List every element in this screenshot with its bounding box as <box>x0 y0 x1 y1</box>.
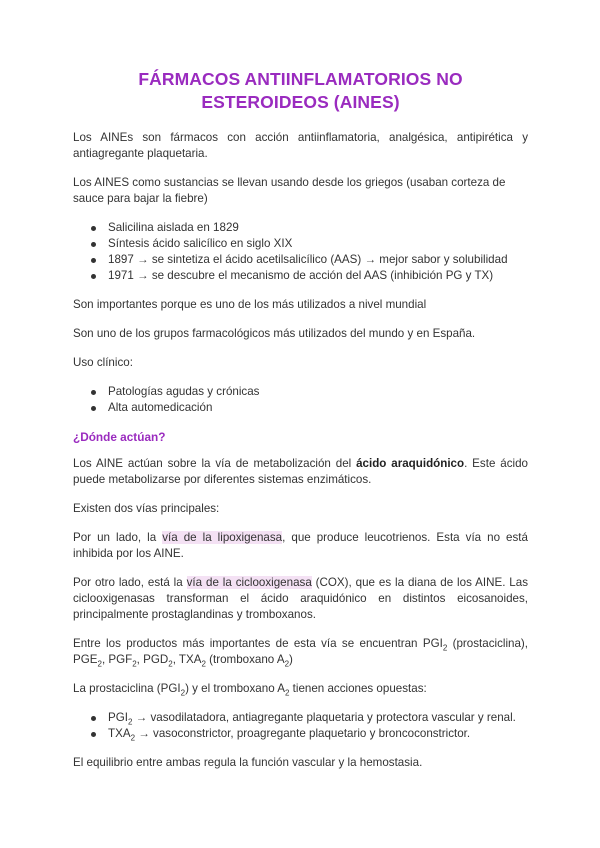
paragraph-balance: El equilibrio entre ambas regula la función vascular y la hemostasia. <box>73 756 423 769</box>
highlight-cyclooxygenase: vía de la ciclooxigenasa <box>186 576 312 589</box>
history-list <box>73 220 528 284</box>
paragraph-cyclooxygenase: Por otro lado, está la vía de la ciclooxigenasa (COX), que es la diana de los AINE. Las ciclooxigenasas transforman el ácido araquidónico en distintos eicosanoides, principalmente prostaglandinas y tromboxanos. <box>73 576 529 621</box>
bold-term: ácido araquidónico <box>356 457 465 470</box>
paragraph-definition: Los AINEs son fármacos con acción antiinflamatoria, analgésica, antipirética y antiagregante plaquetaria. <box>73 131 528 160</box>
list-item: Alta automedicación <box>108 400 528 416</box>
paragraph-importance: Son importantes porque es uno de los más utilizados a nivel mundial <box>73 298 427 311</box>
list-item: $PGI_2$ → vasodilatadora, antiagregante plaquetaria y protectora vascular y renal. <box>108 710 528 726</box>
list-item: Patologías agudas y crónicas <box>108 384 528 400</box>
paragraph-products: Entre los productos más importantes de esta vía se encuentran $PGI_2$ (prostaciclina), $PGE_2$, $PGF_2$, $PGD_2$, $TXA_2$ (tromboxano $A_2$) <box>73 637 529 669</box>
clinical-use-list <box>73 384 528 416</box>
list-item: $TXA_2$ → vasoconstrictor, proagregante plaquetario y broncoconstrictor. <box>108 726 528 742</box>
list-item: Síntesis ácido salicílico en siglo XIX <box>108 236 528 252</box>
paragraph-clinical-use-label: Uso clínico: <box>73 356 133 369</box>
list-item: 1897 → se sintetiza el ácido acetilsalicílico (AAS) → mejor sabor y solubilidad <box>108 252 528 268</box>
highlight-lipoxygenase: vía de la lipoxigenasa <box>162 531 283 544</box>
paragraph-pathways-intro: Existen dos vías principales: <box>73 502 220 515</box>
paragraph-history-intro: Los AINES como sustancias se llevan usando desde los griegos (usaban corteza de sauce para bajar la fiebre) <box>73 176 506 205</box>
paragraph-mechanism: Los AINE actúan sobre la vía de metabolización del ácido araquidónico. Este ácido puede metabolizarse por diferentes sistemas enzimáticos. <box>73 457 528 486</box>
paragraph-opposite-actions: La prostaciclina $(PGI_2)$ y el tromboxano $A_2$ tienen acciones opuestas: <box>73 682 427 698</box>
list-item: 1971 → se descubre el mecanismo de acción del AAS (inhibición PG y TX) <box>108 268 528 284</box>
section-heading: ¿Dónde actúan? <box>73 430 166 444</box>
list-item: Salicilina aislada en 1829 <box>108 220 528 236</box>
paragraph-lipoxygenase: Por un lado, la vía de la lipoxigenasa, que produce leucotrienos. Esta vía no está inhibida por los AINE. <box>73 531 528 560</box>
page-title: FÁRMACOS ANTIINFLAMATORIOS NO ESTEROIDEOS (AINES) <box>138 69 463 112</box>
paragraph-usage: Son uno de los grupos farmacológicos más utilizados del mundo y en España. <box>73 327 476 340</box>
effects-list <box>73 710 528 742</box>
